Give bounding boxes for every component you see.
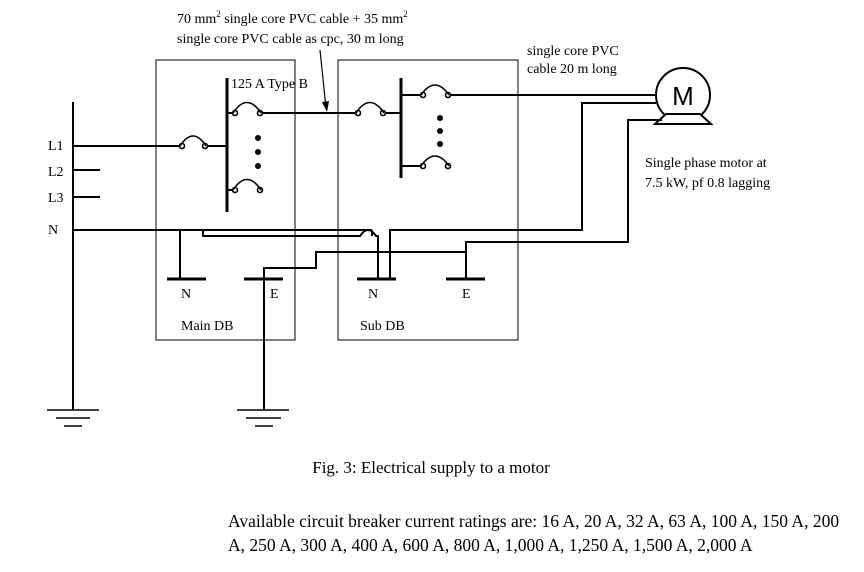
breaker-rating-label: 125 A Type B	[231, 77, 308, 92]
main-neutral-label: N	[181, 287, 192, 302]
main-incoming-breaker-contact-b	[203, 144, 208, 149]
cable-annotation-line1: 70 $mm^2$ single core PVC cable + 35 $mm^2$	[177, 9, 408, 27]
main-incoming-breaker-contact-a	[180, 144, 185, 149]
motor-symbol-text: M	[672, 81, 694, 111]
motor-cable-label-line1: single core PVC	[527, 44, 619, 59]
motor-cable-label-line2: cable 20 m long	[527, 62, 617, 77]
sub-continuation-dot-1	[437, 115, 443, 121]
sub-db-label: Sub DB	[360, 319, 405, 334]
sub-neutral-label: N	[368, 287, 379, 302]
sub-out2-contact-a	[421, 164, 426, 169]
sub-out1-contact-a	[421, 93, 426, 98]
main-to-sub-neutral	[203, 230, 378, 278]
sub-out1-contact-b	[446, 93, 451, 98]
label-l2: L2	[48, 165, 64, 180]
sub-out2-contact-b	[446, 164, 451, 169]
label-l1: L1	[48, 139, 64, 154]
motor-description-line2: 7.5 kW, pf 0.8 lagging	[645, 176, 771, 191]
main-out2-contact-a	[233, 188, 238, 193]
sub-continuation-dot-3	[437, 141, 443, 147]
sub-continuation-dot-2	[437, 128, 443, 134]
main-continuation-dot-2	[255, 149, 261, 155]
sub-incoming-contact-a	[356, 111, 361, 116]
ratings-line1: Available circuit breaker current ratings are: 16 A, 20 A, 32 A, 63 A, 100 A, 150 A, 200	[228, 511, 840, 531]
ratings-line2: A, 250 A, 300 A, 400 A, 600 A, 800 A, 1,000 A, 1,250 A, 1,500 A, 2,000 A	[228, 535, 753, 555]
sub-db-box	[338, 60, 518, 340]
figure-caption: Fig. 3: Electrical supply to a motor	[312, 458, 550, 477]
main-out1-contact-a	[233, 111, 238, 116]
main-continuation-dot-1	[255, 135, 261, 141]
main-out1-contact-b	[258, 111, 263, 116]
label-n: N	[48, 223, 59, 238]
main-earth-label: E	[270, 287, 279, 302]
sub-earth-label: E	[462, 287, 471, 302]
annotation-arrow	[320, 50, 326, 108]
label-l3: L3	[48, 191, 64, 206]
annotation-arrowhead	[322, 101, 329, 112]
motor-description-line1: Single phase motor at	[645, 156, 767, 171]
motor-cpc-return	[466, 120, 662, 278]
earth-link-main-to-sub	[264, 252, 466, 279]
main-continuation-dot-3	[255, 163, 261, 169]
main-db-label: Main DB	[181, 319, 234, 334]
motor-base	[655, 114, 711, 124]
sub-incoming-contact-b	[381, 111, 386, 116]
main-out2-contact-b	[258, 188, 263, 193]
cable-annotation-line2: single core PVC cable as cpc, 30 m long	[177, 32, 404, 47]
